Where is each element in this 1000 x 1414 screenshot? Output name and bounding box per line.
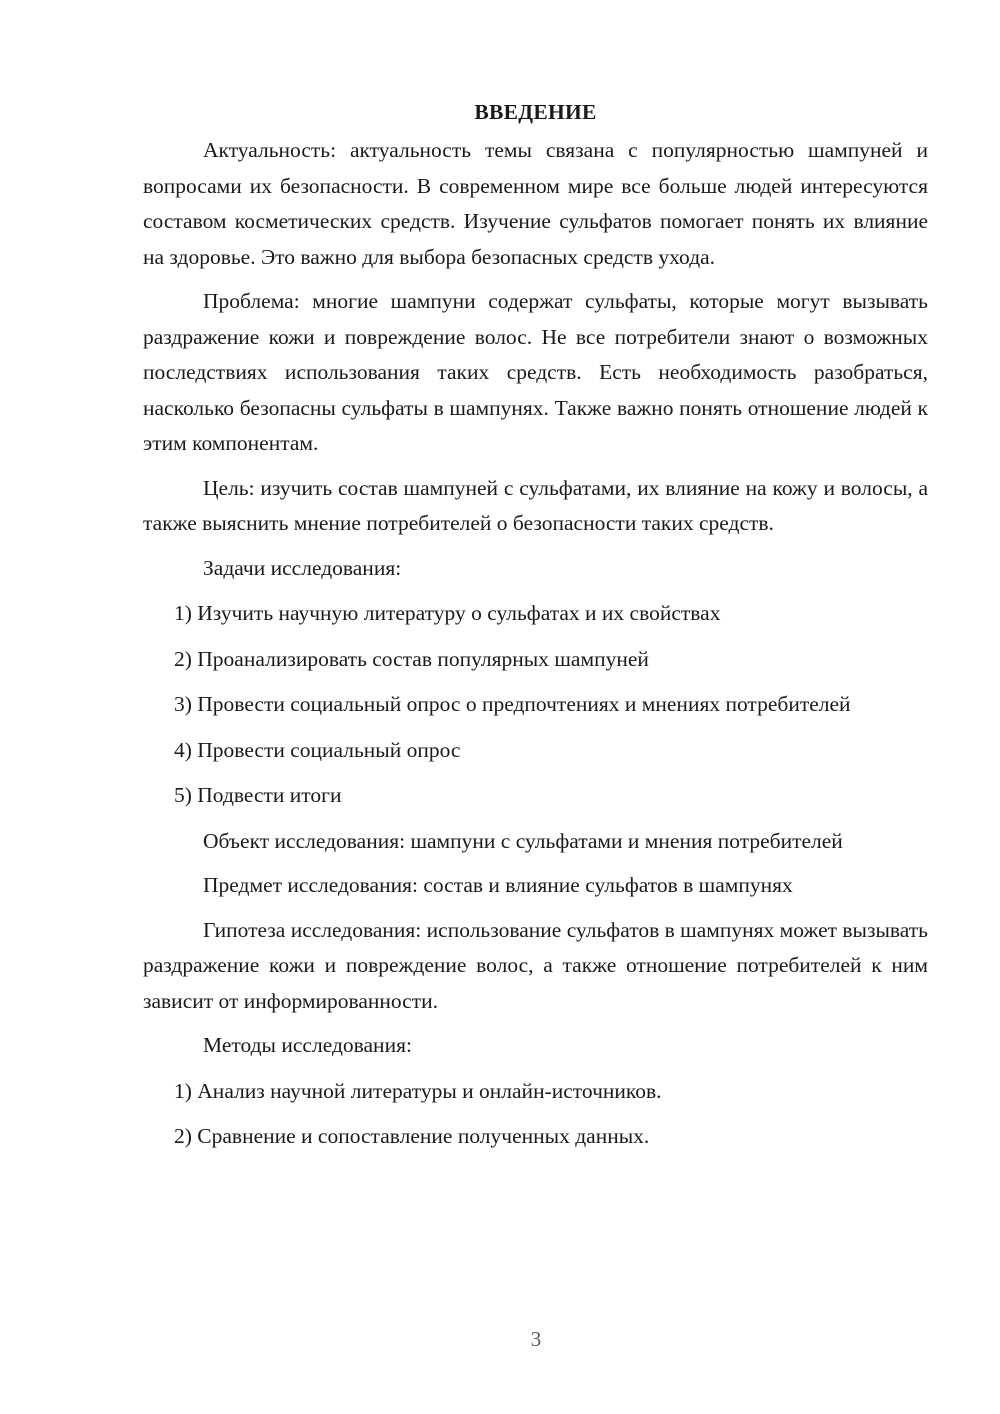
method-item: 1) Анализ научной литературы и онлайн-источников. xyxy=(174,1078,662,1103)
tasks-heading: Задачи исследования: xyxy=(203,555,402,580)
subject-paragraph: Предмет исследования: состав и влияние сульфатов в шампунях xyxy=(203,873,793,897)
relevance-paragraph: Актуальность: актуальность темы связана с популярностью шампуней и вопросами их безопасности. В современном мире все больше людей интересуются составом косметических средств. Изучение сульфатов помогает понять их влияние на здоровье. Это важно для выбора безопасных средств ухода. xyxy=(143,138,928,269)
document-page xyxy=(143,97,928,1165)
section-title: ВВЕДЕНИЕ xyxy=(474,100,597,124)
task-item: 1) Изучить научную литературу о сульфатах и их свойствах xyxy=(174,601,721,625)
task-item: 2) Проанализировать состав популярных шампуней xyxy=(174,646,649,671)
hypothesis-paragraph: Гипотеза исследования: использование сульфатов в шампунях может вызывать раздражение кожи и повреждение волос, а также отношение потребителей к ним зависит от информированности. xyxy=(143,917,928,1013)
task-item: 3) Провести социальный опрос о предпочтениях и мнениях потребителей xyxy=(174,692,851,716)
method-item: 2) Сравнение и сопоставление полученных данных. xyxy=(174,1124,650,1148)
problem-paragraph: Проблема: многие шампуни содержат сульфаты, которые могут вызывать раздражение кожи и повреждение волос. Не все потребители знают о возможных последствиях использования таких средств. Есть необходимость разобраться, насколько безопасны сульфаты в шампунях. Также важно понять отношение людей к этим компонентам. xyxy=(143,289,928,455)
methods-heading: Методы исследования: xyxy=(203,1033,412,1057)
page-number: 3 xyxy=(530,1327,542,1351)
task-item: 5) Подвести итоги xyxy=(174,783,342,807)
object-paragraph: Объект исследования: шампуни с сульфатами и мнения потребителей xyxy=(203,828,843,853)
task-item: 4) Провести социальный опрос xyxy=(174,737,461,762)
goal-paragraph: Цель: изучить состав шампуней с сульфатами, их влияние на кожу и волосы, а также выяснить мнение потребителей о безопасности таких средств. xyxy=(143,475,928,535)
